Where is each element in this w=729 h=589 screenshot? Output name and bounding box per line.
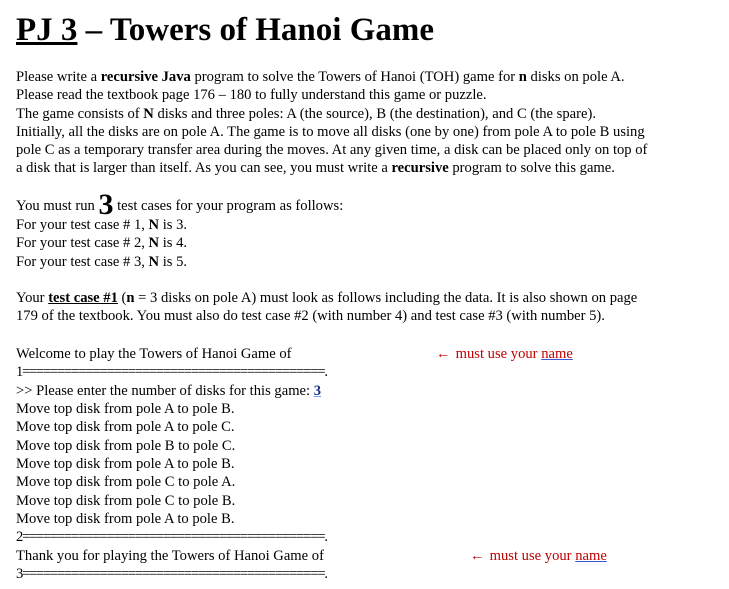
test-case-item — [16, 253, 721, 271]
test-case-list — [16, 216, 721, 271]
test-cases-paragraph — [16, 188, 721, 221]
note-text: must use your — [486, 548, 576, 564]
intro-line-2: Please read the textbook page 176 – 180 to fully understand this game or puzzle. — [16, 87, 487, 104]
note-text: must use your — [452, 346, 542, 362]
test-case-text: For your test case # 1, — [16, 217, 149, 233]
case1-bold-link: test case #1 — [48, 290, 118, 306]
test-case-text: For your test case # 2, — [16, 235, 149, 252]
intro-paragraph — [16, 68, 721, 178]
test-case-item — [16, 234, 721, 252]
arrow-left-icon: ← — [470, 548, 485, 564]
intro-text: program to solve this game. — [448, 160, 615, 177]
arrow-left-icon: ← — [436, 346, 451, 362]
tests-big-number: 3 — [98, 188, 114, 221]
intro-text: disks on pole A. — [526, 69, 625, 85]
intro-bold-N: N — [143, 105, 154, 122]
test-case-text: For your test case # 3, — [16, 253, 149, 270]
test-case-text: is 5. — [159, 253, 188, 270]
intro-bold-n: n — [518, 69, 527, 85]
output-move: Move top disk from pole A to pole C. — [16, 419, 235, 435]
case1-text: Your — [16, 290, 49, 306]
intro-text: The game consists of — [16, 105, 144, 122]
prompt-answer: 3 — [313, 383, 322, 399]
case1-line-2: 179 of the textbook. You must also do test case #2 (with number 4) and test case #3 (with number 5). — [16, 308, 605, 325]
intro-bold-recursive-java: recursive Java — [100, 69, 191, 85]
test-case-text: is 4. — [159, 235, 188, 252]
must-use-name-note — [436, 345, 573, 363]
test-case-n: N — [148, 217, 160, 233]
must-use-name-note — [470, 547, 607, 565]
output-separator-1: 1===========================================. — [16, 364, 327, 380]
case1-text: = 3 disks on pole A) must look as follows including the data. It is also shown on page — [134, 290, 638, 306]
output-prompt — [16, 382, 321, 400]
case1-bold-n: n — [126, 290, 135, 306]
output-welcome: Welcome to play the Towers of Hanoi Game of — [16, 346, 292, 362]
output-move: Move top disk from pole A to pole B. — [16, 401, 235, 417]
intro-line-4: Initially, all the disks are on pole A. The game is to move all disks (one by one) from pole A to pole B using — [16, 123, 645, 140]
title-text: – Towers of Hanoi Game — [77, 12, 435, 48]
output-move: Move top disk from pole B to pole C. — [16, 438, 236, 454]
intro-bold-recursive: recursive — [391, 160, 449, 177]
case1-text: ( — [117, 290, 127, 306]
prompt-text: >> Please enter the number of disks for this game: — [16, 383, 314, 399]
intro-text: Please write a — [16, 69, 101, 85]
test-case-n: N — [148, 253, 160, 270]
tests-text: You must run — [16, 198, 99, 214]
output-separator-3: 3===========================================. — [16, 566, 327, 582]
intro-text: a disk that is larger than itself. As you can see, you must write a — [16, 160, 392, 177]
intro-text: disks and three poles: A (the source), B (the destination), and C (the spare). — [153, 105, 596, 122]
output-move: Move top disk from pole A to pole B. — [16, 456, 235, 472]
page-title — [16, 10, 434, 50]
case1-paragraph — [16, 289, 721, 326]
tests-text: test cases for your program as follows: — [117, 198, 344, 214]
output-move: Move top disk from pole A to pole B. — [16, 511, 235, 527]
output-thanks: Thank you for playing the Towers of Hanoi Game of — [16, 548, 324, 564]
intro-line-5: pole C as a temporary transfer area during the moves. At any given time, a disk can be placed only on top of — [16, 142, 648, 159]
test-case-text: is 3. — [159, 217, 188, 233]
note-name: name — [575, 548, 607, 564]
output-separator-2: 2===========================================. — [16, 529, 327, 545]
note-name: name — [541, 346, 573, 362]
intro-text: program to solve the Towers of Hanoi (TOH) game for — [190, 69, 519, 85]
test-case-n: N — [148, 235, 160, 252]
output-move: Move top disk from pole C to pole B. — [16, 493, 236, 509]
output-move: Move top disk from pole C to pole A. — [16, 474, 236, 490]
test-case-item — [16, 216, 721, 234]
title-project-number: PJ 3 — [16, 12, 78, 48]
